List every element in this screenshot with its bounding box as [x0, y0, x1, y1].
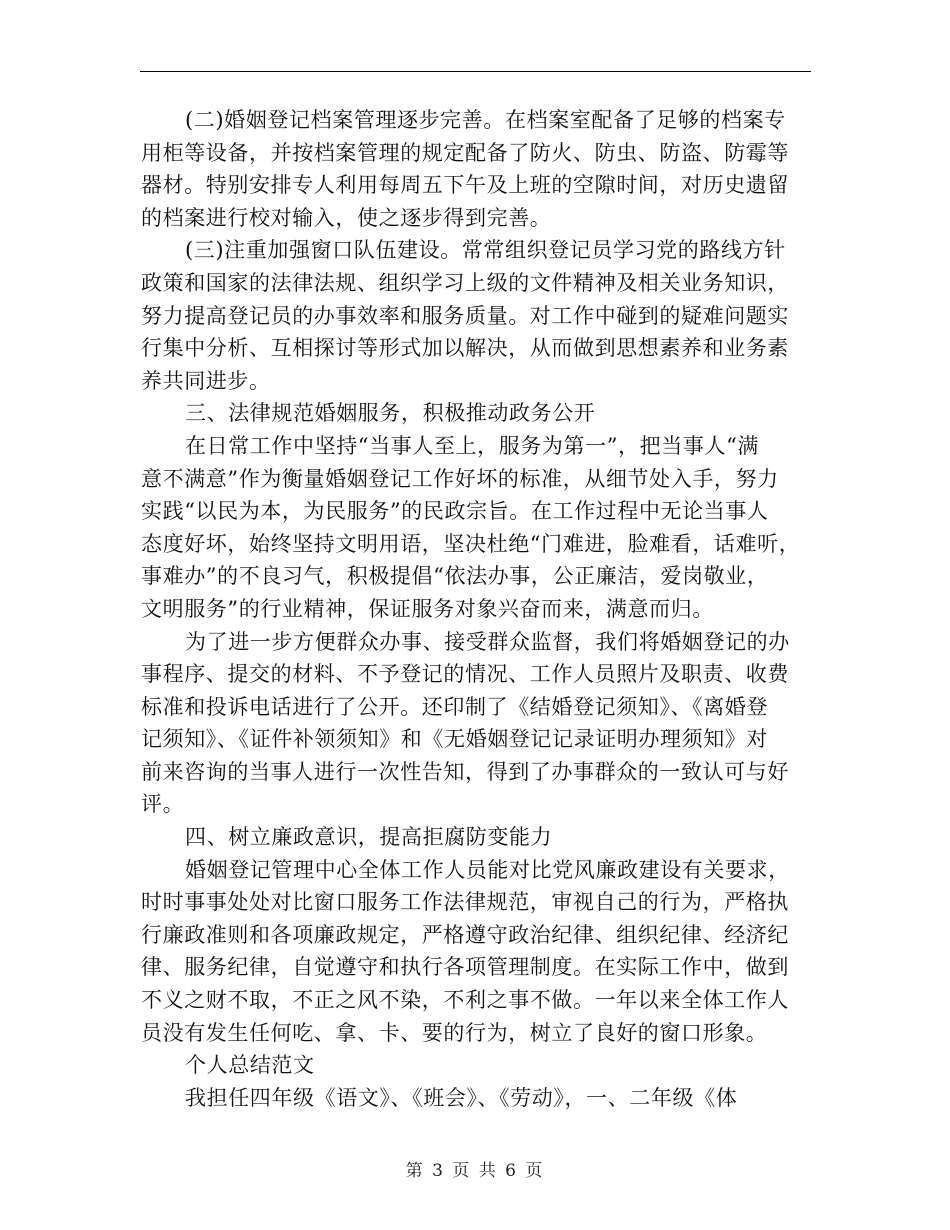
paragraph-service-principle: [141, 430, 811, 626]
section-heading-4: [141, 821, 811, 854]
paragraph-integrity: [141, 854, 811, 1050]
text-line: 努力提高登记员的办事效率和服务质量。对工作中碰到的疑难问题实: [141, 303, 789, 328]
text-line: (三)注重加强窗口队伍建设。常常组织登记员学习党的路线方针: [185, 238, 786, 263]
text-line: 标准和投诉电话进行了公开。还印制了《结婚登记须知》、《离婚登: [141, 694, 768, 719]
text-line: 养共同进步。: [141, 368, 271, 393]
text-line: 用柜等设备，并按档案管理的规定配备了防火、防虫、防盗、防霉等: [141, 140, 789, 165]
text-line: 律、服务纪律，自觉遵守和执行各项管理制度。在实际工作中，做到: [141, 955, 789, 980]
paragraph-archive-management: [141, 104, 811, 234]
heading-line: 个人总结范文: [185, 1053, 315, 1078]
header-rule: [140, 71, 811, 72]
text-line: 行廉政准则和各项廉政规定，严格遵守政治纪律、组织纪律、经济纪: [141, 922, 789, 947]
text-line: 前来咨询的当事人进行一次性告知，得到了办事群众的一致认可与好: [141, 759, 789, 784]
text-line: 为了进一步方便群众办事、接受群众监督，我们将婚姻登记的办: [185, 629, 790, 654]
section-heading-3: [141, 397, 811, 430]
text-line: 不义之财不取，不正之风不染，不利之事不做。一年以来全体工作人: [141, 988, 789, 1013]
paragraph-team-building: [141, 234, 811, 397]
text-line: 员没有发生任何吃、拿、卡、要的行为，树立了良好的窗口形象。: [141, 1020, 768, 1045]
text-line: 态度好坏，始终坚持文明用语，坚决杜绝“门难进，脸难看，话难听，: [141, 531, 801, 556]
text-line: 婚姻登记管理中心全体工作人员能对比党风廉政建设有关要求，: [185, 857, 790, 882]
text-line: (二)婚姻登记档案管理逐步完善。在档案室配备了足够的档案专: [185, 108, 786, 132]
text-line: 时时事事处处对比窗口服务工作法律规范，审视自己的行为，严格执: [141, 890, 789, 915]
text-line: 器材。特别安排专人利用每周五下午及上班的空隙时间，对历史遗留: [141, 173, 789, 198]
page-number-footer: 第 3 页 共 6 页: [405, 1161, 545, 1181]
paragraph-public-disclosure: [141, 626, 811, 822]
text-line: 实践“以民为本，为民服务”的民政宗旨。在工作过程中无论当事人: [141, 499, 769, 524]
text-line: 政策和国家的法律法规、组织学习上级的文件精神及相关业务知识，: [141, 270, 789, 295]
text-line: 的档案进行校对输入，使之逐步得到完善。: [141, 205, 552, 230]
text-line: 评。: [141, 792, 185, 817]
text-line: 事难办”的不良习气，积极提倡“依法办事，公正廉洁，爱岗敬业，: [141, 564, 769, 589]
text-line: 文明服务”的行业精神，保证服务对象兴奋而来，满意而归。: [141, 596, 714, 621]
subtitle-personal-summary: [141, 1049, 811, 1082]
heading-line: 四、树立廉政意识，提高拒腐防变能力: [185, 825, 553, 850]
heading-line: 三、法律规范婚姻服务，积极推动政务公开: [185, 401, 596, 426]
text-line: 行集中分析、互相探讨等形式加以解决，从而做到思想素养和业务素: [141, 336, 789, 361]
document-body: [141, 104, 811, 1114]
text-line: 我担任四年级《语文》、《班会》、《劳动》，一、二年级《体: [185, 1085, 738, 1110]
paragraph-teaching-duties: [141, 1082, 811, 1115]
text-line: 在日常工作中坚持“当事人至上，服务为第一”，把当事人“满: [185, 433, 760, 458]
text-line: 记须知》、《证件补领须知》和《无婚姻登记记录证明办理须知》对: [141, 727, 768, 752]
text-line: 意不满意”作为衡量婚姻登记工作好坏的标准，从细节处入手，努力: [141, 466, 779, 491]
text-line: 事程序、提交的材料、不予登记的情况、工作人员照片及职责、收费: [141, 662, 789, 687]
